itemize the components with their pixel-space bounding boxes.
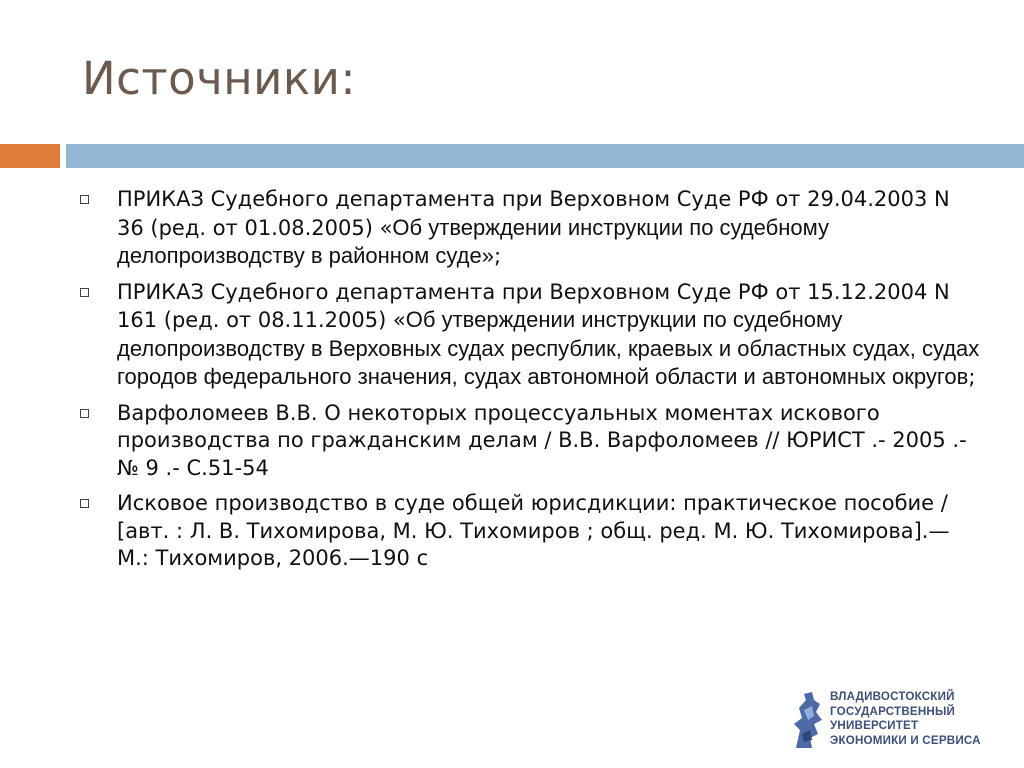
source-tail: ; [968,365,976,389]
source-tail: ; [494,244,502,268]
source-text: Исковое производство в суде общей юрисдикции: практическое пособие / [авт. : Л. В. Тихомирова, М. Ю. Тихомиров ; общ. ред. М. Ю. Тихомирова].—М.: Тихомиров, 2006.—190 с [117,491,950,570]
source-text: Варфоломеев В.В. О некоторых процессуальных моментах искового производства по гражданским делам / В.В. Варфоломеев // ЮРИСТ .- 2005 .- № 9 .- С.51-54 [117,400,967,480]
source-text: ПРИКАЗ Судебного департамента при Верховном Суде РФ от 15.12.2004 N 161 (ред. от 08.11.2005) « [117,279,950,332]
university-emblem-icon [790,690,828,752]
logo-line: ГОСУДАРСТВЕННЫЙ [830,704,956,718]
accent-bar-orange [0,144,60,168]
accent-bar-blue [66,144,1024,168]
sources-list [80,186,980,581]
list-item [80,279,980,392]
list-item [80,400,980,483]
logo-line: УНИВЕРСИТЕТ [830,719,919,732]
list-item [80,186,980,271]
university-logo [790,690,1010,752]
square-bullet-icon [80,499,89,508]
logo-line: ВЛАДИВОСТОКСКИЙ [830,690,955,703]
slide-title: Источники: [82,52,356,105]
logo-line: ЭКОНОМИКИ И СЕРВИСА [830,733,981,747]
source-title: Об утверждении инструкции по судебному делопроизводству в Верховных судах республик, краевых и областных судах, судах городов федерального значения, судах автономной области и автономных округов [117,307,980,389]
source-title: Об утверждении инструкции по судебному делопроизводству в районном суде» [117,214,829,268]
university-name [830,690,981,748]
square-bullet-icon [80,195,89,204]
source-text: ПРИКАЗ Судебного департамента при Верховном Суде РФ от 29.04.2003 N 36 (ред. от 01.08.2005) « [117,187,950,240]
square-bullet-icon [80,288,89,297]
list-item [80,490,980,573]
square-bullet-icon [80,409,89,418]
